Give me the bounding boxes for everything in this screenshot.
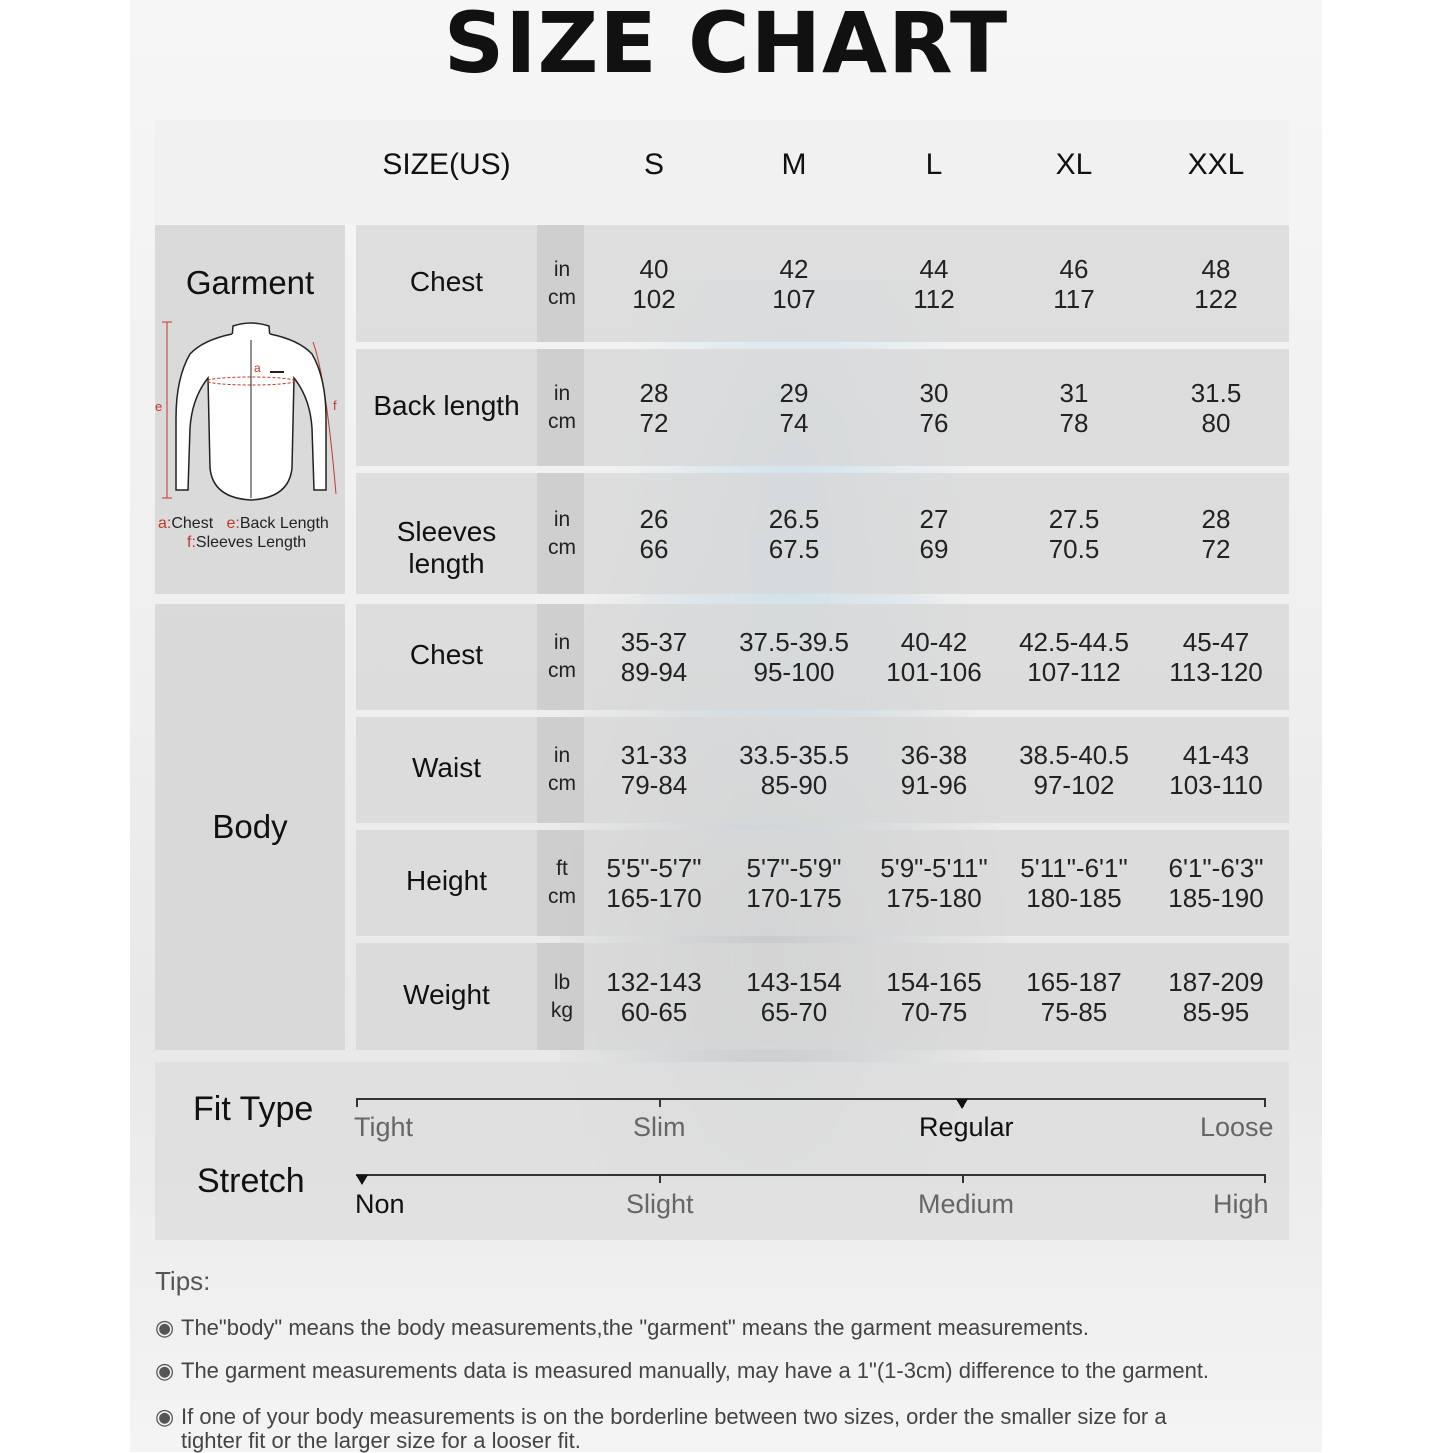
cell-value-secondary: 72 [1201,533,1231,564]
cell-value-primary: 132-143 [606,966,702,997]
cell-value-secondary: 97-102 [1033,770,1115,800]
tip-text: The"body" means the body measurements,the "garment" means the garment measurements. [181,1315,1090,1340]
table-cell [864,740,1004,800]
stretch-scale [356,1174,1265,1176]
cell-value-primary: 29 [779,377,809,408]
cell-value-secondary: 85-95 [1182,996,1250,1027]
mark-f: f [333,398,337,413]
table-cell [864,504,1004,564]
legend-a: Chest [171,515,214,532]
tip-text: The garment measurements data is measured manually, may have a 1"(1-3cm) difference to the garment. [181,1358,1210,1383]
bullet-icon: ◉ [155,1404,175,1429]
table-cell [1004,504,1144,564]
tip-item [155,1359,1305,1383]
cell-value-primary: 26 [639,503,669,534]
fit-stretch-panel [155,1062,1289,1240]
body-label: Body [212,808,288,845]
cell-value-primary: 45-47 [1182,627,1250,657]
fit-type-label: Fit Type [193,1090,314,1128]
cell-value-secondary: 69 [919,533,949,564]
stretch-option-medium: Medium [918,1189,1015,1219]
cell-value-primary: 37.5-39.5 [739,627,849,657]
cell-value-primary: 165-187 [1026,966,1122,997]
size-s: S [643,148,664,181]
mark-a: a [254,361,261,375]
table-cell [864,853,1004,913]
row-label: Weight [403,978,490,1010]
table-cell [724,740,864,800]
stretch-tick [659,1174,661,1183]
cell-value-secondary: 70.5 [1048,533,1100,564]
fit-type-marker-icon [956,1099,968,1109]
cell-value-primary: 35-37 [620,627,688,657]
row-label: Back length [373,389,520,421]
cell-value-secondary: 103-110 [1169,770,1263,800]
table-cell [1146,740,1286,800]
cell-value-primary: 31-33 [620,740,688,770]
cell-value-secondary: 70-75 [900,996,968,1027]
table-cell [864,378,1004,438]
cell-value-secondary: 107 [772,283,816,314]
unit-secondary: cm [548,535,576,559]
cell-value-secondary: 78 [1059,407,1089,438]
unit-secondary: kg [550,998,574,1022]
cell-value-primary: 5'7"-5'9" [746,853,842,883]
table-cell [724,627,864,687]
cell-value-primary: 44 [919,253,949,284]
tip-item [155,1316,1295,1340]
cell-value-secondary: 107-112 [1027,657,1121,687]
fit-option-loose: Loose [1200,1112,1274,1142]
cell-value-primary: 36-38 [900,740,968,770]
unit-primary: in [553,381,571,405]
cell-value-secondary: 175-180 [886,883,982,913]
unit-secondary: cm [548,772,576,795]
unit-label [537,742,587,798]
cell-value-secondary: 117 [1053,283,1095,314]
unit-secondary: cm [548,285,576,309]
cell-value-primary: 27 [919,503,949,534]
table-cell [864,967,1004,1027]
row-label: Waist [412,752,481,783]
cell-value-primary: 31 [1059,377,1089,408]
cell-value-secondary: 112 [913,283,955,314]
size-m: M [781,148,807,181]
cell-value-primary: 6'1"-6'3" [1168,853,1264,883]
unit-primary: lb [553,970,571,994]
legend-f: Sleeves Length [195,534,307,551]
cell-value-secondary: 80 [1201,407,1231,438]
stretch-tick [1264,1174,1266,1183]
garment-label: Garment [185,264,315,301]
legend-f-key: f: [187,534,196,551]
unit-secondary: cm [548,885,576,908]
table-cell [584,627,724,687]
table-cell [1004,740,1144,800]
stretch-option-slight: Slight [626,1189,694,1219]
cell-value-secondary: 72 [639,407,669,438]
tip-text: If one of your body measurements is on the borderline between two sizes, order the smaller size for a tighter fit or the larger size for a looser fit. [181,1404,1167,1453]
cell-value-primary: 5'11"-6'1" [1020,853,1128,883]
tip-item [155,1405,1235,1453]
cell-value-secondary: 122 [1194,283,1238,314]
cell-value-secondary: 60-65 [620,996,688,1027]
unit-primary: in [553,257,571,281]
mark-e: e [155,399,163,414]
cell-value-secondary: 85-90 [760,770,828,800]
unit-label [537,855,587,911]
cell-value-primary: 187-209 [1168,966,1264,997]
cell-value-primary: 143-154 [746,966,842,997]
cell-value-secondary: 185-190 [1168,883,1264,913]
cell-value-primary: 40-42 [900,627,968,657]
cell-value-secondary: 79-84 [620,770,688,800]
cell-value-primary: 42 [779,253,809,284]
fit-tick [356,1098,358,1107]
table-cell [1004,627,1144,687]
stretch-label: Stretch [197,1162,305,1200]
size-xxl: XXL [1187,148,1245,181]
row-label: Chest [409,265,484,297]
legend-e: Back Length [239,515,329,532]
table-cell [1146,504,1286,564]
cell-value-secondary: 89-94 [620,657,688,687]
stretch-tick [962,1174,964,1183]
table-cell [724,853,864,913]
table-cell [1146,627,1286,687]
cell-value-primary: 31.5 [1190,377,1242,408]
table-cell [1004,378,1144,438]
table-cell [724,967,864,1027]
cell-value-secondary: 180-185 [1026,883,1122,913]
unit-secondary: cm [548,409,576,433]
unit-primary: in [553,631,571,654]
table-cell [864,627,1004,687]
cell-value-primary: 41-43 [1182,740,1250,770]
fit-type-scale [356,1098,1265,1100]
table-cell [1004,254,1144,314]
unit-label [537,969,587,1025]
unit-label [537,506,587,562]
legend-e-key: e: [226,515,240,532]
cell-value-secondary: 91-96 [900,770,968,800]
table-cell [1146,378,1286,438]
cell-value-primary: 33.5-35.5 [739,740,849,770]
cell-value-secondary: 67.5 [768,533,820,564]
table-cell [1146,254,1286,314]
table-cell [584,967,724,1027]
cell-value-secondary: 170-175 [746,883,842,913]
table-cell [724,378,864,438]
stretch-option-non: Non [355,1189,405,1219]
table-cell [584,853,724,913]
table-cell [1146,853,1286,913]
table-cell [584,254,724,314]
cell-value-primary: 28 [639,377,669,408]
unit-primary: in [553,507,571,531]
unit-primary: in [553,744,571,767]
unit-secondary: cm [548,659,576,682]
row-label: Chest [409,639,484,670]
cell-value-primary: 40 [639,253,669,284]
table-cell [724,254,864,314]
table-cell [864,254,1004,314]
unit-label [537,629,587,685]
cell-value-secondary: 75-85 [1040,996,1108,1027]
cell-value-secondary: 102 [632,283,676,314]
size-us-label: SIZE(US) [382,148,511,181]
cell-value-secondary: 165-170 [606,883,702,913]
unit-label [537,256,587,312]
table-cell [1146,967,1286,1027]
table-cell [1004,853,1144,913]
diagram-legend-line2 [187,534,306,552]
cell-value-primary: 38.5-40.5 [1019,740,1129,770]
cell-value-primary: 28 [1201,503,1231,534]
tips-heading: Tips: [155,1266,211,1296]
fit-option-tight: Tight [354,1112,414,1142]
cell-value-primary: 46 [1059,253,1089,284]
diagram-legend-line1 [158,515,329,533]
size-xl: XL [1055,148,1093,181]
fit-tick [659,1098,661,1107]
stretch-option-high: High [1213,1189,1269,1219]
cell-value-primary: 154-165 [886,966,982,997]
row-label: Height [406,865,487,896]
row-label: Sleeves length [396,515,497,579]
cell-value-secondary: 101-106 [886,657,982,687]
cell-value-primary: 30 [919,377,949,408]
stretch-marker-icon [356,1175,368,1185]
jacket-diagram-icon [155,318,344,508]
cell-value-secondary: 74 [779,407,809,438]
size-l: L [925,148,943,181]
fit-tick [1264,1098,1266,1107]
legend-a-key: a: [158,515,172,532]
cell-value-primary: 26.5 [768,503,820,534]
cell-value-secondary: 66 [639,533,669,564]
table-cell [584,378,724,438]
cell-value-primary: 48 [1201,253,1231,284]
table-cell [584,504,724,564]
table-cell [584,740,724,800]
bullet-icon: ◉ [155,1358,175,1383]
unit-label [537,380,587,436]
cell-value-secondary: 76 [919,407,949,438]
page-title: SIZE CHART [443,0,1009,92]
cell-value-secondary: 95-100 [753,657,835,687]
cell-value-secondary: 65-70 [760,996,828,1027]
fit-option-slim: Slim [633,1112,686,1142]
table-cell [724,504,864,564]
cell-value-primary: 5'9"-5'11" [880,853,988,883]
fit-option-regular: Regular [919,1112,1014,1142]
cell-value-primary: 27.5 [1048,503,1100,534]
bullet-icon: ◉ [155,1315,175,1340]
cell-value-primary: 42.5-44.5 [1019,627,1129,657]
cell-value-primary: 5'5"-5'7" [606,853,702,883]
table-cell [1004,967,1144,1027]
unit-primary: ft [556,857,568,880]
cell-value-secondary: 113-120 [1169,657,1263,687]
